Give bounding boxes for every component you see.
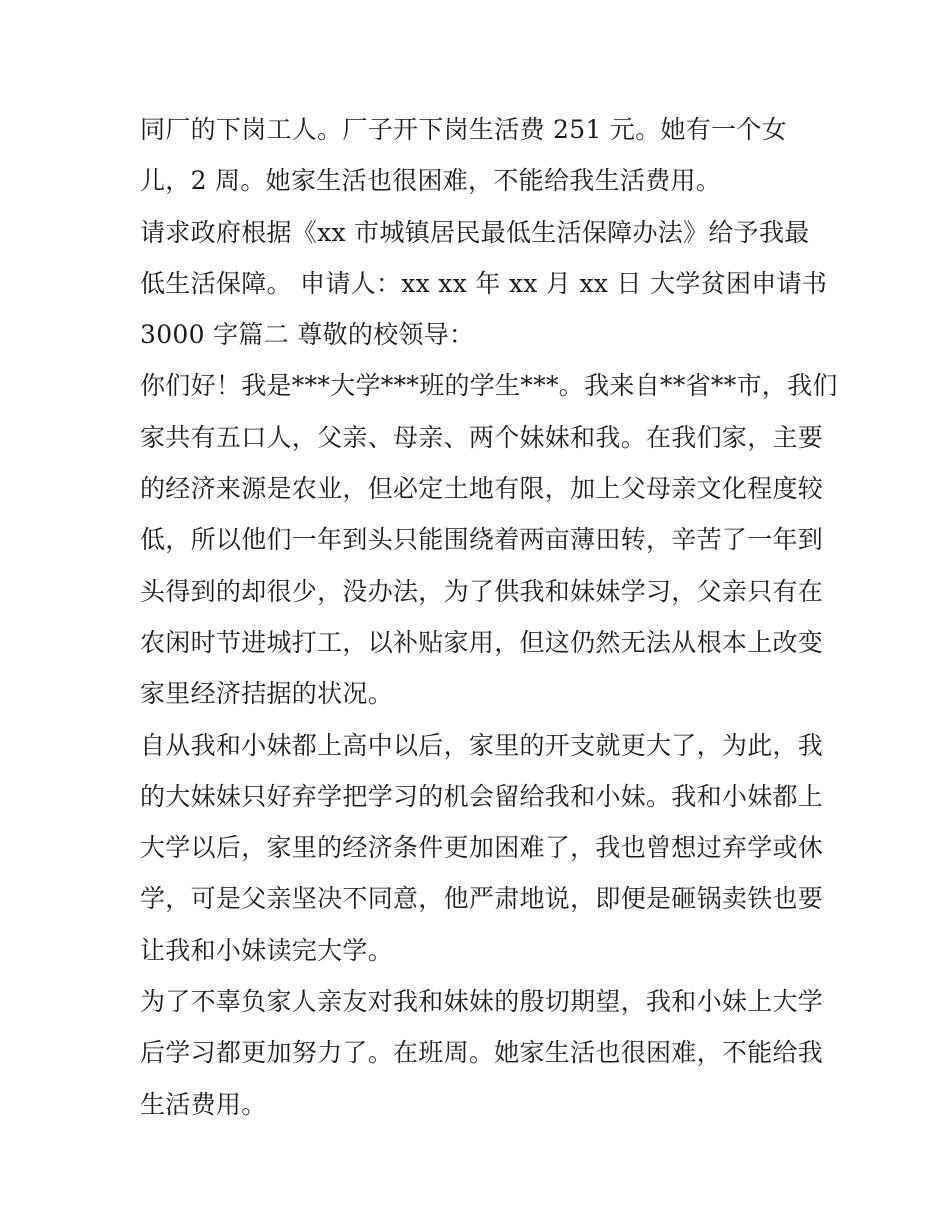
text-line: 家里经济拮据的状况。 — [140, 679, 394, 709]
text-line: 的经济来源是农业，但必定土地有限，加上父母亲文化程度较 — [140, 474, 824, 504]
text-line: 为了不辜负家人亲友对我和妹妹的殷切期望，我和小妹上大学 — [140, 987, 824, 1017]
text-line: 家共有五口人，父亲、母亲、两个妹妹和我。在我们家，主要 — [140, 422, 824, 452]
text-line: 大学以后，家里的经济条件更加困难了，我也曾想过弃学或休 — [140, 833, 824, 863]
text-line: 低生活保障。 申请人：xx xx 年 xx 月 xx 日 大学贫困申请书 — [140, 268, 828, 298]
text-line: 让我和小妹读完大学。 — [140, 935, 394, 965]
text-line: 学，可是父亲坚决不同意，他严肃地说，即便是砸锅卖铁也要 — [140, 884, 824, 914]
text-line: 3000 字篇二 尊敬的校领导： — [140, 320, 475, 350]
text-line: 头得到的却很少，没办法，为了供我和妹妹学习，父亲只有在 — [140, 576, 824, 606]
text-line: 低，所以他们一年到头只能围绕着两亩薄田转，辛苦了一年到 — [140, 525, 824, 555]
text-line: 农闲时节进城打工，以补贴家用，但这仍然无法从根本上改变 — [140, 627, 824, 657]
text-line: 儿，2 周。她家生活也很困难，不能给我生活费用。 — [140, 166, 722, 196]
text-line: 自从我和小妹都上高中以后，家里的开支就更大了，为此，我 — [140, 730, 824, 760]
text-line: 你们好！我是***大学***班的学生***。我来自**省**市，我们 — [140, 371, 838, 401]
text-line: 后学习都更加努力了。在班周。她家生活也很困难，不能给我 — [140, 1038, 824, 1068]
text-line: 请求政府根据《xx 市城镇居民最低生活保障办法》给予我最 — [140, 217, 810, 247]
text-line: 同厂的下岗工人。厂子开下岗生活费 251 元。她有一个女 — [140, 115, 788, 144]
document-body — [140, 104, 838, 1130]
text-line: 的大妹妹只好弃学把学习的机会留给我和小妹。我和小妹都上 — [140, 781, 824, 811]
text-line: 生活费用。 — [140, 1089, 267, 1119]
